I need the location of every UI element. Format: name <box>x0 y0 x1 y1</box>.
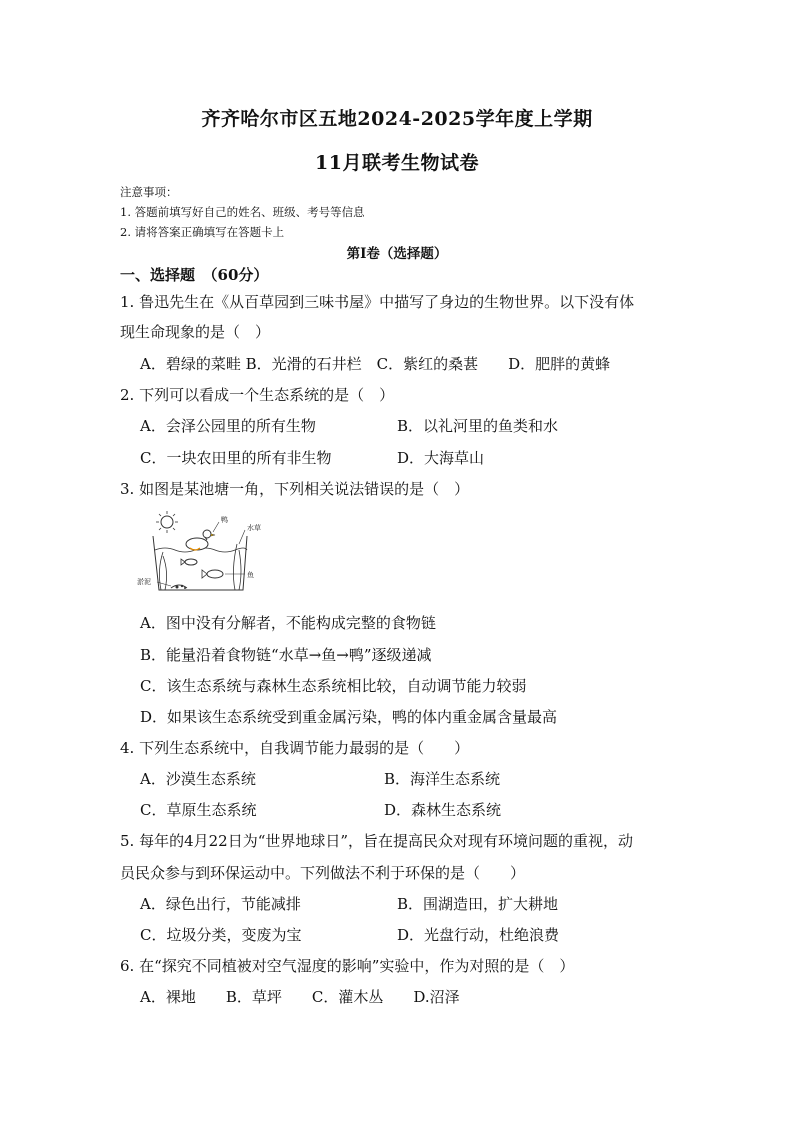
q2-option-b: B．以礼河里的鱼类和水 <box>397 417 559 435</box>
q4-option-c: C．草原生态系统 <box>140 801 257 819</box>
q2-option-d: D．大海草山 <box>397 449 485 467</box>
duck-label: 鸭 <box>221 516 228 524</box>
q6-options: A．裸地 B．草坪 C．灌木丛 D.沼泽 <box>140 988 460 1006</box>
notes-item-1: 1. 答题前填写好自己的姓名、班级、考号等信息 <box>120 205 365 219</box>
q5-stem-line1: 5. 每年的4月22日为“世界地球日”，旨在提高民众对现有环境问题的重视，动 <box>120 832 634 850</box>
sun-icon <box>156 511 178 533</box>
q2-option-c: C．一块农田里的所有非生物 <box>140 449 332 467</box>
water-grass-icon <box>159 544 241 590</box>
fish-label: 鱼 <box>247 571 254 579</box>
exam-title-line1: 齐齐哈尔市区五地2024-2025学年度上学期 <box>201 108 593 130</box>
pond-figure <box>135 510 295 598</box>
q1-options: A．碧绿的菜畦 B．光滑的石井栏 C．紫红的桑葚 D．肥胖的黄蜂 <box>140 355 611 373</box>
notes-heading: 注意事项： <box>120 185 178 199</box>
q1-stem-line2: 现生命现象的是（ ） <box>120 323 271 341</box>
q3-option-b: B．能量沿着食物链“水草→鱼→鸭”逐级递减 <box>140 646 432 664</box>
section-heading: 一、选择题 （60分） <box>120 266 269 284</box>
q3-option-c: C．该生态系统与森林生态系统相比较，自动调节能力较弱 <box>140 677 527 695</box>
q4-option-d: D．森林生态系统 <box>384 801 502 819</box>
mud-icon <box>171 585 187 589</box>
q4-option-b: B．海洋生态系统 <box>384 770 501 788</box>
q4-option-a: A．沙漠生态系统 <box>140 770 256 788</box>
notes-block <box>120 182 365 242</box>
q5-option-d: D．光盘行动，杜绝浪费 <box>397 926 560 944</box>
q2-option-a: A．会泽公园里的所有生物 <box>140 417 316 435</box>
q1-stem-line1: 1. 鲁迅先生在《从百草园到三味书屋》中描写了身边的生物世界。以下没有体 <box>120 293 635 311</box>
q5-option-c: C．垃圾分类，变废为宝 <box>140 926 302 944</box>
q3-stem: 3. 如图是某池塘一角，下列相关说法错误的是（ ） <box>120 480 470 498</box>
q3-option-a: A．图中没有分解者，不能构成完整的食物链 <box>140 614 436 632</box>
q6-stem: 6. 在“探究不同植被对空气湿度的影响”实验中，作为对照的是（ ） <box>120 957 575 975</box>
exam-title-line2: 11月联考生物试卷 <box>315 152 479 174</box>
q5-option-b: B．围湖造田，扩大耕地 <box>397 895 559 913</box>
mud-label: 淤泥 <box>137 578 151 586</box>
notes-item-2: 2. 请将答案正确填写在答题卡上 <box>120 225 285 239</box>
grass-label: 水草 <box>247 524 261 532</box>
q2-stem: 2. 下列可以看成一个生态系统的是（ ） <box>120 386 395 404</box>
duck-icon <box>186 530 215 550</box>
q4-stem: 4. 下列生态系统中，自我调节能力最弱的是（ ） <box>120 739 470 757</box>
q5-option-a: A．绿色出行，节能减排 <box>140 895 301 913</box>
q5-stem-line2: 员民众参与到环保运动中。下列做法不利于环保的是（ ） <box>120 864 526 882</box>
fish-icon <box>181 559 223 578</box>
volume-heading: 第Ⅰ卷（选择题） <box>346 246 448 262</box>
q3-option-d: D．如果该生态系统受到重金属污染，鸭的体内重金属含量最高 <box>140 708 558 726</box>
